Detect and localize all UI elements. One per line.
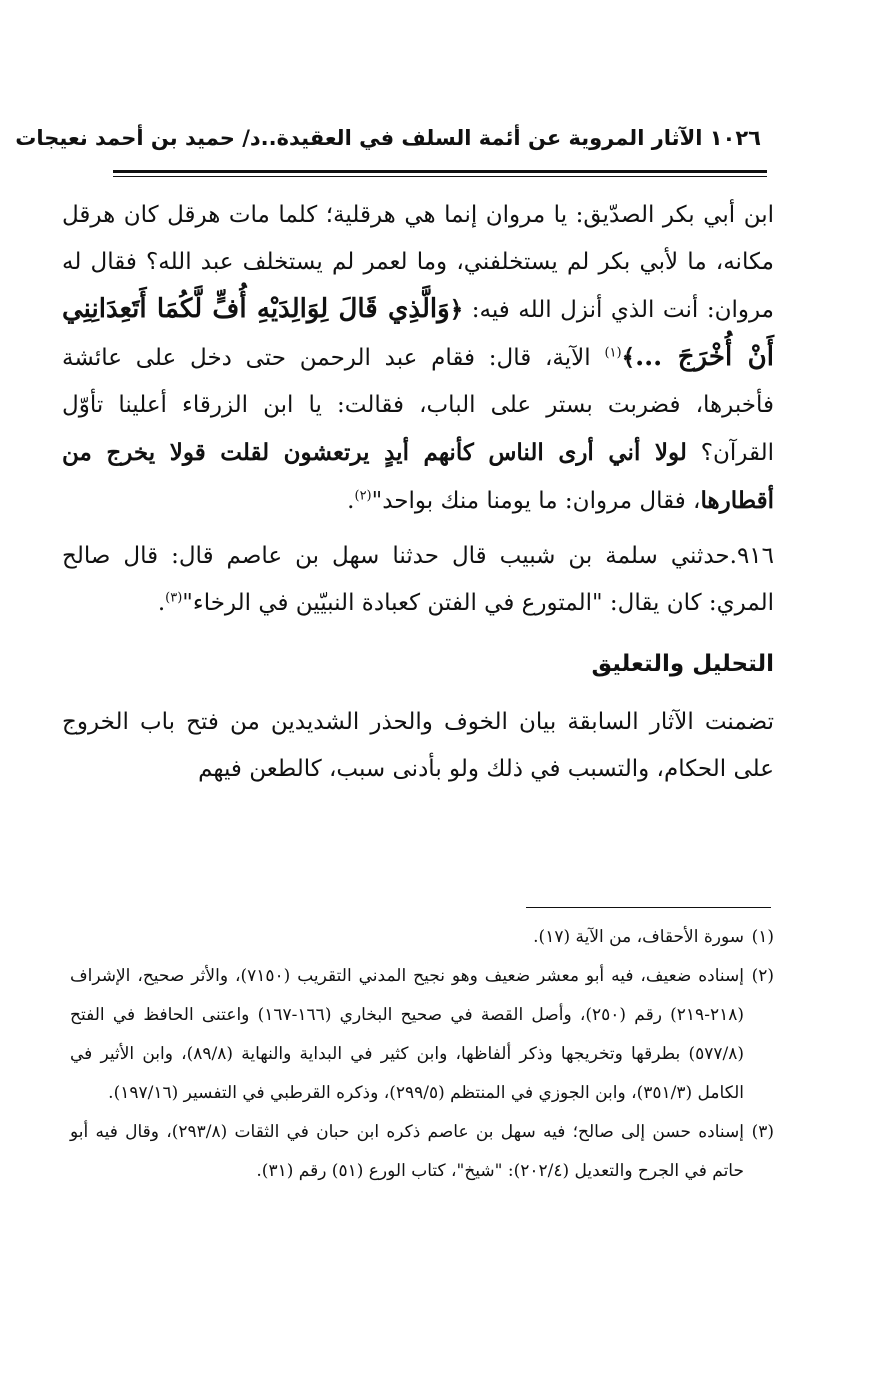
footnote-text: إسناده حسن إلى صالح؛ فيه سهل بن عاصم ذكره ابن حبان في الثقات (٢٩٣/٨)، وقال فيه أبو حاتم في الجرح والتعديل (٢٠٢/٤): "شيخ"، كتاب الورع (٥١) رقم (٣١). <box>70 1122 744 1181</box>
running-header <box>15 118 761 158</box>
narration-text-start: ابن أبي بكر الصدّيق: يا مروان إنما هي هرقلية؛ كلما مات هرقل كان هرقل مكانه، ما لأبي بكر لم يستخلفني، وما لعمر لم يستخلف عبد الله؟ فقال له مروان: أنت الذي أنزل الله فيه: <box>62 202 774 323</box>
paragraph-916 <box>62 533 774 627</box>
footnote-text: إسناده ضعيف، فيه أبو معشر ضعيف وهو نجيح المدني التقريب (٧١٥٠)، والأثر صحيح، الإشراف (٢١٨-٢١٩) رقم (٢٥٠)، وأصل القصة في صحيح البخاري (١٦٦-١٦٧) واعتنى الحافظ في الفتح (٥٧٧/٨) بطرقها وتخريجها وذكر ألفاظها، وابن كثير في البداية والنهاية (٨٩/٨)، وابن الأثير في الكامل (٣٥١/٣)، وابن الجوزي في المنتظم (٢٩٩/٥)، وذكره القرطبي في التفسير (١٩٧/١٦). <box>70 966 744 1103</box>
paragraph-analysis: تضمنت الآثار السابقة بيان الخوف والحذر الشديدين من فتح باب الخروج على الحكام، والتسبب في ذلك ولو بأدنى سبب، كالطعن فيهم <box>62 709 774 782</box>
paragraph-narration <box>62 192 774 525</box>
quran-close-bracket: ﴾ <box>621 344 636 371</box>
header-rule-thick <box>113 170 767 173</box>
header-rule-thin <box>113 176 767 177</box>
quran-open-bracket: ﴿ <box>449 296 464 323</box>
footnote-text: سورة الأحقاف، من الآية (١٧). <box>533 927 744 947</box>
footnote-3 <box>70 1113 774 1191</box>
footnote-number: (٢) <box>751 966 774 986</box>
aisha-quote-bold: لولا أني أرى الناس كأنهم أيدٍ يرتعشون لقلت قولا يخرج من أقطارها <box>62 439 774 514</box>
footnotes <box>70 918 774 1191</box>
narration-916-text: ٩١٦.حدثني سلمة بن شبيب قال حدثنا سهل بن عاصم قال: قال صالح المري: كان يقال: "المتورع في الفتن كعبادة النبيّين في الرخاء" <box>62 543 774 616</box>
section-heading: التحليل والتعليق <box>591 651 774 677</box>
footnote-ref-1: (١) <box>604 345 622 361</box>
footnote-separator <box>526 907 771 908</box>
footnote-2 <box>70 957 774 1113</box>
running-title: الآثار المروية عن أئمة السلف في العقيدة..د/ حميد بن أحمد نعيجات <box>15 126 703 150</box>
quran-verse: وَالَّذِي قَالَ لِوَالِدَيْهِ أُفٍّ لَّكُمَا أَتَعِدَانِنِي أَنْ أُخْرَجَ ... <box>62 294 774 372</box>
footnote-ref-3: (٣) <box>165 590 183 606</box>
footnote-ref-2: (٢) <box>354 488 372 504</box>
narration-text-middle: الآية، قال: فقام عبد الرحمن حتى دخل على عائشة فأخبرها، فضربت بستر على الباب، فقالت: يا ابن الزرقاء أعلينا تأوّل القرآن؟ <box>62 345 774 466</box>
main-text <box>62 192 774 793</box>
narration-period: . <box>347 488 355 514</box>
footnote-number: (٣) <box>751 1122 774 1142</box>
narration-916-period: . <box>157 590 166 616</box>
page-number: ١٠٢٦ <box>709 126 761 150</box>
footnote-1 <box>70 918 774 957</box>
narration-text-end: ، فقال مروان: ما يومنا منك بواحد" <box>371 488 701 514</box>
footnote-number: (١) <box>751 927 774 947</box>
